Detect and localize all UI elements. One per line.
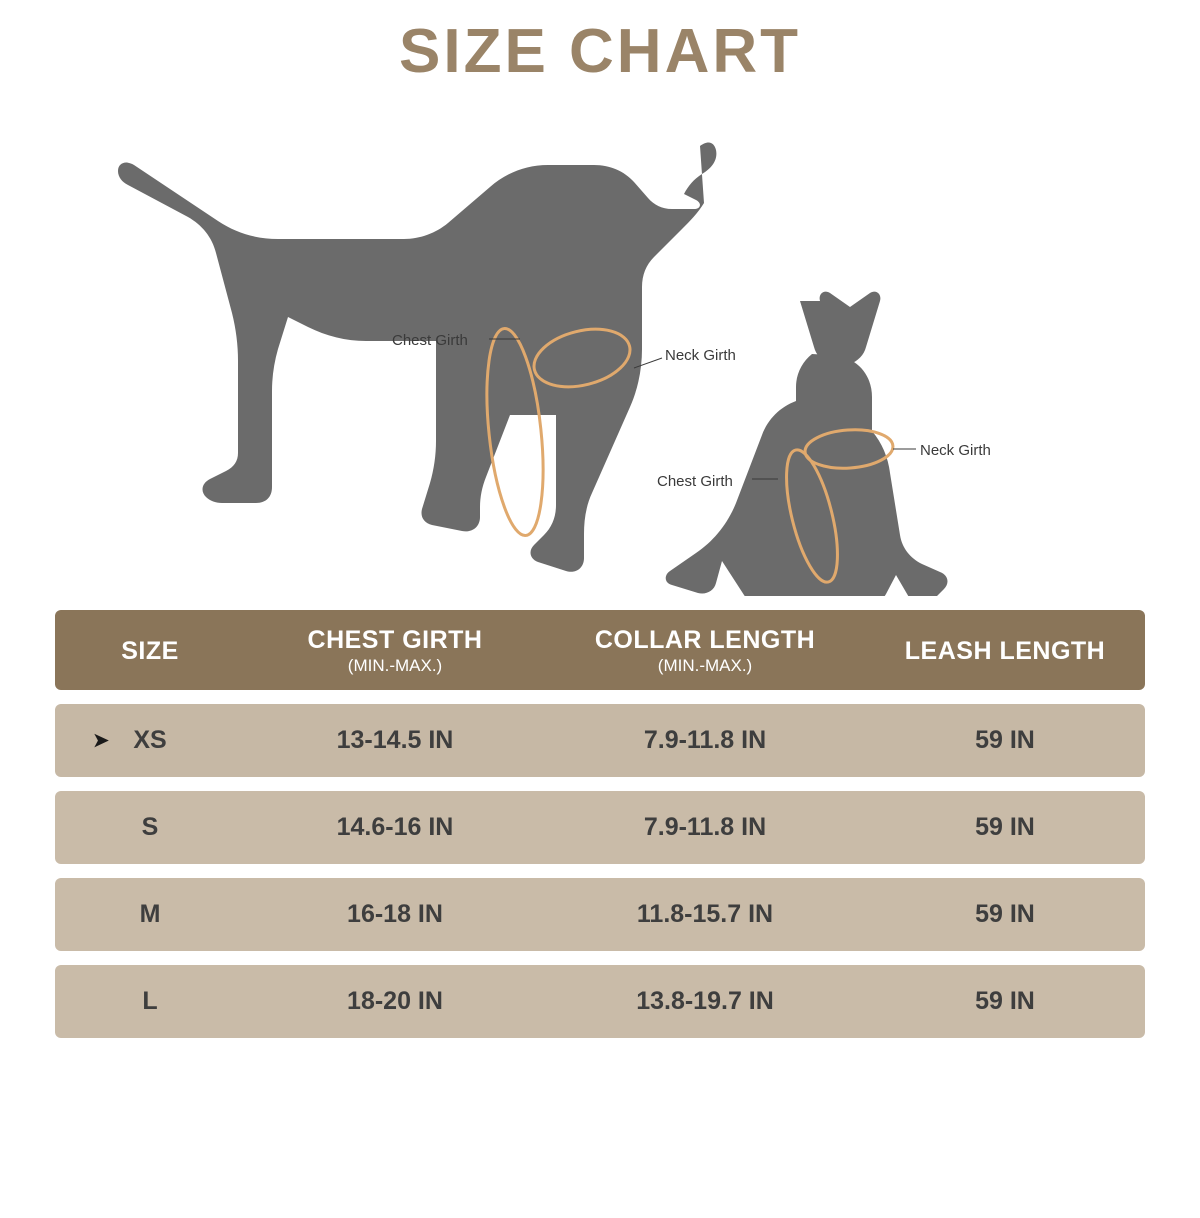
row-collar-cell: 7.9-11.8 IN [545, 704, 865, 777]
row-leash-cell: 59 IN [865, 965, 1145, 1038]
row-collar-cell: 13.8-19.7 IN [545, 965, 865, 1038]
label-small-dog-chest-girth: Chest Girth [657, 473, 733, 491]
row-collar-cell: 7.9-11.8 IN [545, 791, 865, 864]
column-header-collar-length [545, 610, 865, 690]
label-large-dog-neck-girth: Neck Girth [665, 347, 736, 365]
table-row[interactable] [55, 965, 1145, 1038]
page-title: SIZE CHART [399, 17, 801, 86]
row-chest-cell: 16-18 IN [245, 878, 545, 951]
column-header-size [55, 610, 245, 690]
label-small-dog-neck-girth: Neck Girth [920, 442, 991, 460]
column-header-chest-girth-label: CHEST GIRTH [307, 626, 483, 655]
row-size-label: XS [133, 726, 167, 755]
column-header-collar-length-sub: (MIN.-MAX.) [657, 656, 753, 676]
column-header-collar-length-label: COLLAR LENGTH [594, 626, 816, 655]
column-header-leash-length [865, 610, 1145, 690]
table-row[interactable] [55, 791, 1145, 864]
row-chest-cell: 18-20 IN [245, 965, 545, 1038]
row-chest-cell: 13-14.5 IN [245, 704, 545, 777]
row-leash-cell: 59 IN [865, 791, 1145, 864]
label-large-dog-chest-girth: Chest Girth [392, 332, 468, 350]
header-row [55, 610, 1145, 690]
size-table-body [55, 704, 1145, 1038]
dog-silhouettes-svg [0, 96, 1200, 596]
row-size-cell[interactable] [55, 704, 245, 777]
row-leash-cell: 59 IN [865, 878, 1145, 951]
column-header-chest-girth [245, 610, 545, 690]
column-header-chest-girth-sub: (MIN.-MAX.) [347, 656, 443, 676]
table-row[interactable] [55, 878, 1145, 951]
row-leash-cell: 59 IN [865, 704, 1145, 777]
row-size-cell[interactable] [55, 965, 245, 1038]
size-chart-page [0, 18, 1200, 1218]
row-size-label: M [139, 900, 161, 929]
dog-illustration [0, 96, 1200, 596]
table-row[interactable] [55, 704, 1145, 777]
large-dog-silhouette [118, 143, 716, 572]
size-table-header [55, 610, 1145, 690]
row-size-cell[interactable] [55, 878, 245, 951]
row-size-label: L [142, 987, 158, 1016]
row-size-label: S [141, 813, 159, 842]
column-header-size-label: SIZE [121, 636, 179, 665]
row-collar-cell: 11.8-15.7 IN [545, 878, 865, 951]
row-chest-cell: 14.6-16 IN [245, 791, 545, 864]
size-table [55, 596, 1145, 1052]
row-size-cell[interactable] [55, 791, 245, 864]
column-header-leash-length-label: LEASH LENGTH [904, 636, 1106, 665]
cursor-arrow-icon: ➤ [93, 730, 109, 752]
